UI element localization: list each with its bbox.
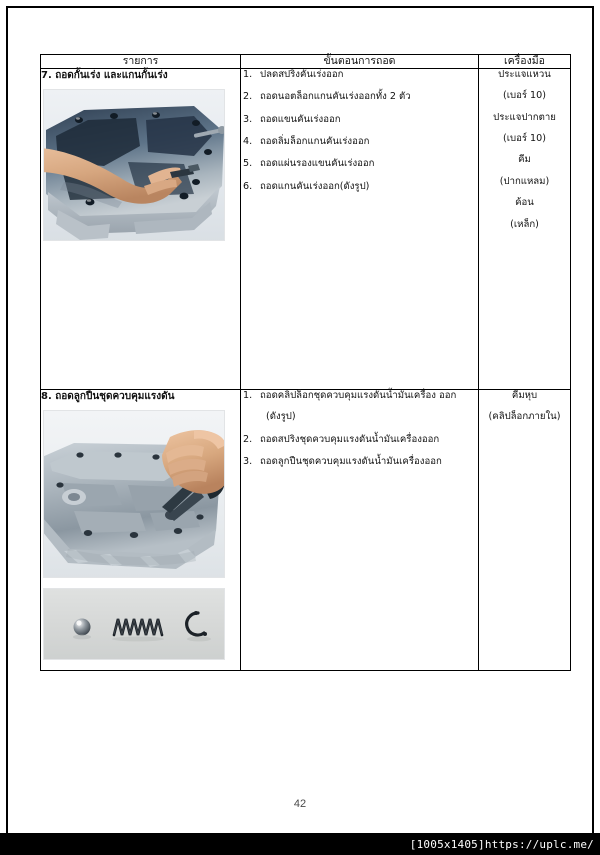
step-text: ถอดแกนคันเร่งออก(ดังรูป) [260,180,370,192]
tool-item: (เบอร์ 10) [502,90,547,102]
step-item [241,456,478,468]
item-title-row-1: 7. ถอดกั้นเร่ง และแกนกั้นเร่ง [41,69,168,81]
step-number: 2. [243,433,253,445]
page-content [8,8,592,847]
steps-cell-row-2 [241,389,479,671]
page-number: 42 [293,798,307,810]
tool-item: ค้อน [515,197,534,209]
bearing-spring-clip-parts-photo [43,588,225,660]
tool-item: (คลิปล็อกภายใน) [488,411,561,423]
step-item [241,114,478,126]
step-text: ปลดสปริงคันเร่งออก [260,68,344,80]
step-number: 3. [243,113,253,125]
step-item [241,136,478,148]
step-item [241,91,478,103]
step-item [241,390,478,424]
tool-item: ประแจแหวน [498,68,551,80]
table-header-row [41,55,571,69]
step-text-continuation: (ดังรูป) [266,411,296,423]
step-number: 4. [243,136,253,147]
step-number: 3. [243,456,253,467]
item-cell-row-2 [41,389,241,671]
watermark-bar [0,833,600,855]
tool-item: (เหล็ก) [510,218,539,230]
tool-item: ประแจปากตาย [493,111,556,123]
table-row [41,68,571,389]
page-frame [6,6,594,849]
steps-list-row-1 [241,69,478,194]
tools-cell-row-1 [479,68,571,389]
step-number: 6. [243,180,253,192]
tool-item: (ปากแหลม) [499,175,550,187]
engine-crankcase-throttle-photo [43,89,225,241]
column-header-steps: ขั้นตอนการถอด [241,55,479,69]
crankcase-pliers-photo [43,410,225,578]
step-text: ถอดสปริงชุดควบคุมแรงดันน้ำมันเครื่องออก [260,433,440,445]
step-item [241,158,478,170]
step-text: ถอดนอตล็อกแกนคันเร่งออกทั้ง 2 ตัว [260,91,411,103]
tools-list-row-1 [479,69,570,232]
watermark-text: [1005x1405]https://uplc.me/ [409,837,594,851]
column-header-tools: เครื่องมือ [479,55,571,69]
tools-cell-row-2 [479,389,571,671]
step-item [241,181,478,193]
step-text: ถอดคลิปล็อกชุดควบคุมแรงดันน้ำมันเครื่อง ออก [260,389,457,401]
step-number: 1. [243,389,253,401]
table-row [41,389,571,671]
step-text: ถอดลูกปืนชุดควบคุมแรงดันน้ำมันเครื่องออก [260,456,442,467]
step-number: 5. [243,158,253,170]
steps-cell-row-1 [241,68,479,389]
tool-item: คีมหุบ [511,389,538,401]
step-text: ถอดแผ่นรองแขนคันเร่งออก [260,158,375,170]
item-title-row-2: 8. ถอดลูกปืนชุดควบคุมแรงดัน [41,390,175,402]
step-item [241,434,478,446]
step-text: ถอดลิ่มล็อกแกนคันเร่งออก [260,136,370,147]
tools-list-row-2 [479,390,570,424]
step-number: 1. [243,68,253,80]
column-header-item: รายการ [41,55,241,69]
step-text: ถอดแขนคันเร่งออก [260,113,341,125]
tool-item: คีม [518,154,531,166]
tool-item: (เบอร์ 10) [502,133,547,144]
step-item [241,69,478,81]
item-cell-row-1 [41,68,241,389]
disassembly-procedure-table [40,54,571,671]
steps-list-row-2 [241,390,478,469]
step-number: 2. [243,91,253,103]
